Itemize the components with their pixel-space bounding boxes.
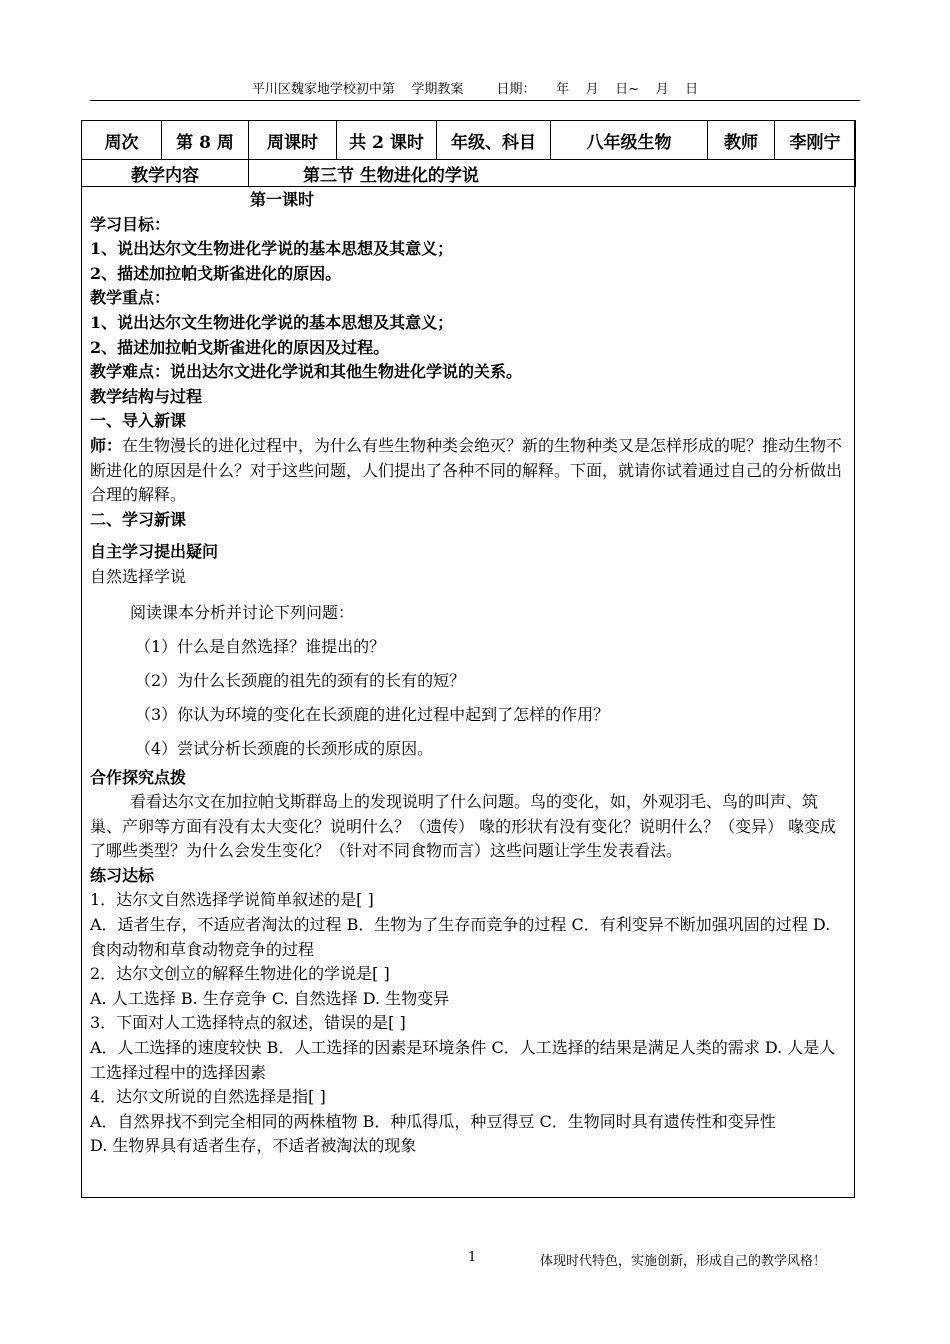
natural-selection-heading: 自然选择学说	[90, 566, 187, 586]
cooperation-title: 合作探究点拨	[90, 767, 187, 787]
question-item: （4）尝试分析长颈鹿的长颈形成的原因。	[135, 738, 434, 758]
hours-label: 周课时	[249, 121, 337, 160]
new-lesson-title: 二、学习新课	[90, 509, 187, 529]
question-item: （2）为什么长颈鹿的祖先的颈有的长有的短？	[135, 670, 466, 690]
practice-options: D. 生物界具有适者生存，不适者被淘汰的现象	[90, 1136, 417, 1156]
practice-options: A．适者生存，不适应者淘汰的过程 B．生物为了生存而竞争的过程 C．有利变异不断加强巩固的过程 D. 食肉动物和草食动物竞争的过程	[90, 915, 831, 959]
page-number: 1	[468, 1250, 477, 1265]
lesson-body	[90, 188, 848, 1159]
teacher-value: 李刚宁	[775, 121, 856, 160]
goals-title: 学习目标：	[90, 214, 171, 234]
practice-options: A. 人工选择 B. 生存竞争 C. 自然选择 D. 生物变异	[90, 988, 450, 1008]
reading-instruction: 阅读课本分析并讨论下列问题：	[130, 602, 355, 622]
intro-paragraph	[90, 434, 848, 508]
cooperation-text: 看看达尔文在加拉帕戈斯群岛上的发现说明了什么问题。鸟的变化，如，外观羽毛、鸟的叫声、筑巢、产卵等方面有没有太大变化？说明什么？（遗传） 喙的形状有没有变化？说明什么？（变异） 喙变成了哪些类型？为什么会发生变化？（针对不同食物而言）这些问题让学生发表看法。	[90, 792, 837, 861]
practice-question: 1．达尔文自然选择学说简单叙述的是[ ]	[90, 890, 374, 910]
practice-options: A．人工选择的速度较快 B．人工选择的因素是环境条件 C．人工选择的结果是满足人类的需求 D. 人是人工选择过程中的选择因素	[90, 1038, 836, 1082]
question-item: （3）你认为环境的变化在长颈鹿的进化过程中起到了怎样的作用？	[135, 704, 610, 724]
structure-title: 教学结构与过程	[90, 386, 203, 406]
key-point-item: 2、描述加拉帕戈斯雀进化的原因及过程。	[90, 337, 390, 357]
intro-title: 一、导入新课	[90, 411, 187, 431]
practice-question: 4．达尔文所说的自然选择是指[ ]	[90, 1087, 326, 1107]
header-rule	[90, 100, 860, 101]
content-label: 教学内容	[82, 160, 249, 187]
page-header: 平川区魏家地学校初中第 学期教案 日期： 年 月 日~ 月 日	[251, 82, 699, 97]
footer-motto: 体现时代特色，实施创新，形成自己的教学风格！	[540, 1254, 827, 1269]
difficulty: 教学难点：说出达尔文进化学说和其他生物进化学说的关系。	[90, 362, 523, 382]
question-item: （1）什么是自然选择？谁提出的？	[135, 636, 386, 656]
goal-item: 1、说出达尔文生物进化学说的基本思想及其意义；	[90, 239, 454, 259]
hours-value: 共 2 课时	[337, 121, 437, 160]
practice-question: 3．下面对人工选择特点的叙述，错误的是[ ]	[90, 1013, 406, 1033]
key-points-title: 教学重点：	[90, 288, 171, 308]
grade-label: 年级、科目	[437, 121, 551, 160]
key-point-item: 1、说出达尔文生物进化学说的基本思想及其意义；	[90, 312, 454, 332]
teacher-tag: 师：	[90, 435, 123, 455]
lesson-period: 第一课时	[250, 190, 315, 209]
week-label: 周次	[82, 121, 162, 160]
goal-item: 2、描述加拉帕戈斯雀进化的原因。	[90, 263, 342, 283]
content-value: 第三节 生物进化的学说	[249, 160, 856, 187]
practice-options: A．自然界找不到完全相同的两株植物 B．种瓜得瓜，种豆得豆 C．生物同时具有遗传性和变异性	[90, 1111, 776, 1131]
practice-question: 2．达尔文创立的解释生物进化的学说是[ ]	[90, 964, 390, 984]
intro-text: 在生物漫长的进化过程中，为什么有些生物种类会绝灭？新的生物种类又是怎样形成的呢？推动生物不断进化的原因是什么？对于这些问题，人们提出了各种不同的解释。下面，就请你试着通过自己的分析做出合理的解释。	[90, 435, 843, 505]
week-value: 第 8 周	[162, 121, 249, 160]
self-study-title: 自主学习提出疑问	[90, 542, 219, 562]
lesson-info-table	[81, 120, 856, 187]
teacher-label: 教师	[708, 121, 775, 160]
grade-value: 八年级生物	[551, 121, 708, 160]
practice-title: 练习达标	[90, 865, 155, 885]
